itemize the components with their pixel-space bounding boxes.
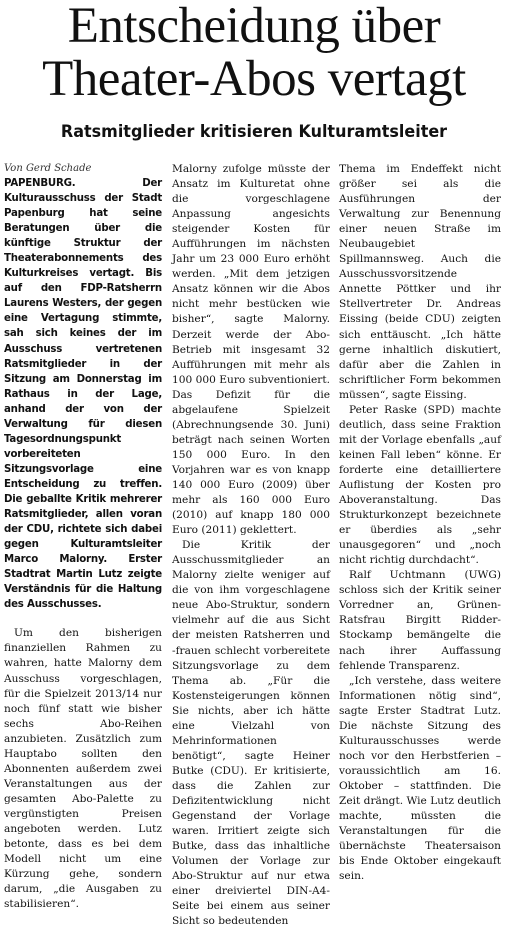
headline-line-2: Theater-Abos vertagt xyxy=(42,51,466,107)
column-3 xyxy=(339,162,501,883)
body-paragraph: Thema im Endeffekt nicht größer sei als die Ausführungen der Verwaltung zur Benennung einer neuen Straße im Neubaugebiet Spillmannsweg. Auch die Ausschussvorsitzende Annette Pöttker und ihr Stellvertreter Dr. Andreas Eissing (beide CDU) zeigten sich enttäuscht. „Ich hätte gerne inhaltlich diskutiert, dafür aber die Zahlen in schriftlicher Form bekommen müssen“, sagte Eissing. xyxy=(339,163,501,401)
lead-paragraph: PAPENBURG. Der Kulturausschuss der Stadt Papenburg hat seine Beratungen über die künftige Struktur der Theaterabonnements des Kulturkreises vertagt. Bis auf den FDP-Ratsherrn Laurens Westers, der gegen eine Vertagung stimmte, sah sich keines der im Ausschuss vertretenen Ratsmitglieder in der Sitzung am Donnerstag im Rathaus in der Lage, anhand der von der Verwaltung für diesen Tagesordnungspunkt vorbereiteten Sitzungsvorlage eine Entscheidung zu treffen. Die geballte Kritik mehrerer Ratsmitglieder, allen voran der CDU, richtete sich dabei gegen Kulturamtsleiter Marco Malorny. Erster Stadtrat Martin Lutz zeigte Verständnis für die Haltung des Ausschusses. xyxy=(4,178,162,611)
column-2 xyxy=(172,162,330,928)
headline-line-1: Entscheidung über xyxy=(67,0,441,54)
body-paragraph: Die Kritik der Ausschussmitglieder an Malorny zielte weniger auf die von ihm vorgeschlagene neue Abo-Struktur, sondern vielmehr auf die aus Sicht der meisten Ratsherren und -frauen schlecht vorbereitete Sitzungsvorlage zu dem Thema ab. „Für die Kostensteigerungen können Sie nichts, aber ich hätte eine Vielzahl von Mehrinformationen benötigt“, sagte Heiner Butke (CDU). Er kritisierte, dass die Zahlen zur Defizitentwicklung nicht Gegenstand der Vorlage waren. Irritiert zeigte sich Butke, dass das inhaltliche Volumen der Vorlage zur Abo-Struktur auf nur etwa einer dreiviertel DIN-A4-Seite bei einem aus seiner Sicht so bedeutenden xyxy=(172,539,330,928)
column-1 xyxy=(4,162,162,911)
body-paragraph: Ralf Uchtmann (UWG) schloss sich der Kritik seiner Vorredner an, Grünen-Ratsfrau Birgitt Ridder-Stockamp bemängelte die nach ihrer Auffassung fehlende Transparenz. xyxy=(339,569,501,672)
body-paragraph: Malorny zufolge müsste der Ansatz im Kulturetat ohne die vorgeschlagene Anpassung angesichts steigender Kosten für Aufführungen im nächsten Jahr um 23 000 Euro erhöht werden. „Mit dem jetzigen Ansatz können wir die Abos nicht mehr bestücken wie bisher“, sagte Malorny. Derzeit werde der Abo-Betrieb mit insgesamt 32 Aufführungen mit mehr als 100 000 Euro subventioniert. Das Defizit für die abgelaufene Spielzeit (Abrechnungsende 30. Juni) beträgt nach seinen Worten 150 000 Euro. In den Vorjahren war es von knapp 140 000 Euro (2009) über mehr als 160 000 Euro (2010) auf knapp 180 000 Euro (2011) geklettert. xyxy=(172,163,330,537)
body-paragraph: „Ich verstehe, dass weitere Informationen nötig sind“, sagte Erster Stadtrat Lutz. Die nächste Sitzung des Kulturausschusses werde noch vor den Herbstferien – voraussichtlich am 16. Oktober – stattfinden. Die Zeit drängt. Wie Lutz deutlich machte, müssten die Veranstaltungen für die übernächste Theatersaison bis Ende Oktober eingekauft sein. xyxy=(339,674,501,883)
subheadline: Ratsmitglieder kritisieren Kulturamtsleiter xyxy=(60,122,448,142)
body-paragraph: Peter Raske (SPD) machte deutlich, dass seine Fraktion mit der Vorlage ebenfalls „auf keinen Fall leben“ könne. Er forderte eine detailliertere Auflistung der Kosten pro Aboveranstaltung. Das Strukturkonzept bezeichnete er überdies als „sehr unausgegoren“ und „noch nicht richtig durchdacht“. xyxy=(339,403,501,567)
headline xyxy=(0,0,508,106)
byline: Von Gerd Schade xyxy=(4,163,92,174)
body-paragraph: Um den bisherigen finanziellen Rahmen zu wahren, hatte Malorny dem Ausschuss vorgeschlagen, für die Spielzeit 2013/14 nur noch fünf statt wie bisher sechs Abo-Reihen anzubieten. Zusätzlich zum Hauptabo sollten den Abonnenten außerdem zwei Veranstaltungen aus der gesamten Abo-Palette zu vergünstigten Preisen angeboten werden. Lutz betonte, dass es bei dem Modell nicht um eine Kürzung gehe, sondern darum, „die Ausgaben zu stabilisieren“. xyxy=(4,627,162,911)
